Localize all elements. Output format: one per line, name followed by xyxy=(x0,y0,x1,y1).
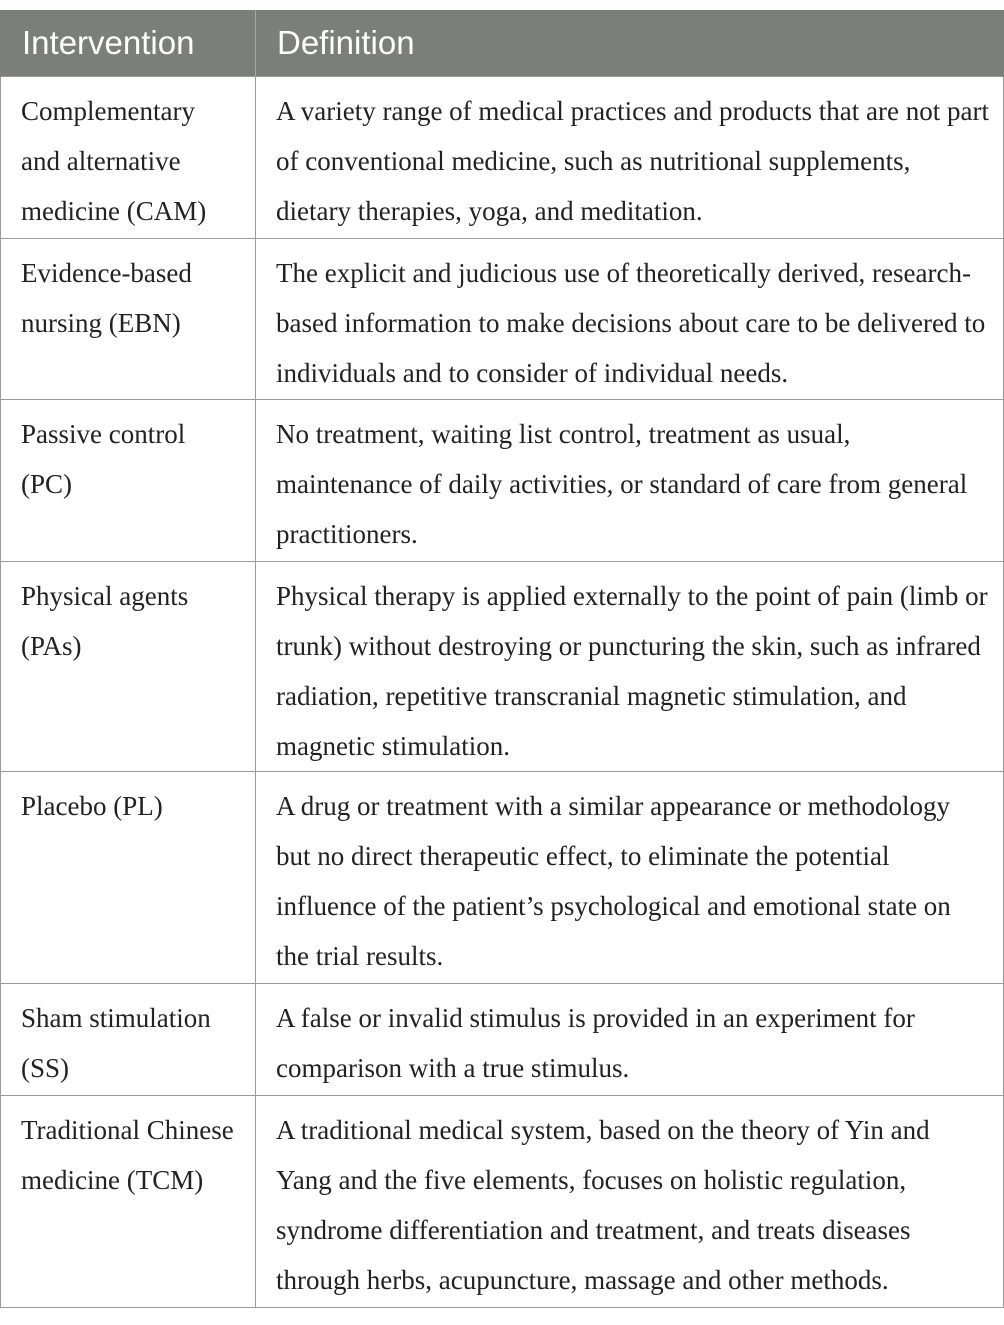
column-header-definition: Definition xyxy=(256,10,1004,77)
intervention-cell: Sham stimulation (SS) xyxy=(1,984,256,1096)
intervention-cell: Evidence-based nursing (EBN) xyxy=(1,239,256,400)
definition-cell: Physical therapy is applied externally to the point of pain (limb or trunk) without destroying or puncturing the skin, such as infrared radiation, repetitive transcranial magnetic stimulation, and magnetic stimulation. xyxy=(256,562,1004,772)
intervention-cell: Placebo (PL) xyxy=(1,772,256,984)
table-row xyxy=(1,77,1004,239)
definition-cell: A drug or treatment with a similar appearance or methodology but no direct therapeutic effect, to eliminate the potential influence of the patient’s psychological and emotional state on the trial results. xyxy=(256,772,1004,984)
table-row xyxy=(1,1096,1004,1308)
table-row xyxy=(1,984,1004,1096)
definition-cell: A false or invalid stimulus is provided in an experiment for comparison with a true stimulus. xyxy=(256,984,1004,1096)
intervention-cell: Passive control (PC) xyxy=(1,400,256,562)
table-row xyxy=(1,400,1004,562)
intervention-cell: Physical agents (PAs) xyxy=(1,562,256,772)
intervention-cell: Traditional Chinese medicine (TCM) xyxy=(1,1096,256,1308)
table-body xyxy=(1,77,1004,1308)
definition-cell: No treatment, waiting list control, treatment as usual, maintenance of daily activities, or standard of care from general practitioners. xyxy=(256,400,1004,562)
table-row xyxy=(1,772,1004,984)
table-header xyxy=(1,10,1004,77)
definition-cell: A traditional medical system, based on the theory of Yin and Yang and the five elements, focuses on holistic regulation, syndrome differentiation and treatment, and treats diseases through herbs, acupuncture, massage and other methods. xyxy=(256,1096,1004,1308)
definition-cell: A variety range of medical practices and products that are not part of conventional medicine, such as nutritional supplements, dietary therapies, yoga, and meditation. xyxy=(256,77,1004,239)
intervention-cell: Complementary and alternative medicine (CAM) xyxy=(1,77,256,239)
column-header-intervention: Intervention xyxy=(1,10,256,77)
table-row xyxy=(1,239,1004,400)
definitions-table xyxy=(0,10,1004,1308)
table-row xyxy=(1,562,1004,772)
header-row xyxy=(1,10,1004,77)
definition-cell: The explicit and judicious use of theoretically derived, research-based information to make decisions about care to be delivered to individuals and to consider of individual needs. xyxy=(256,239,1004,400)
